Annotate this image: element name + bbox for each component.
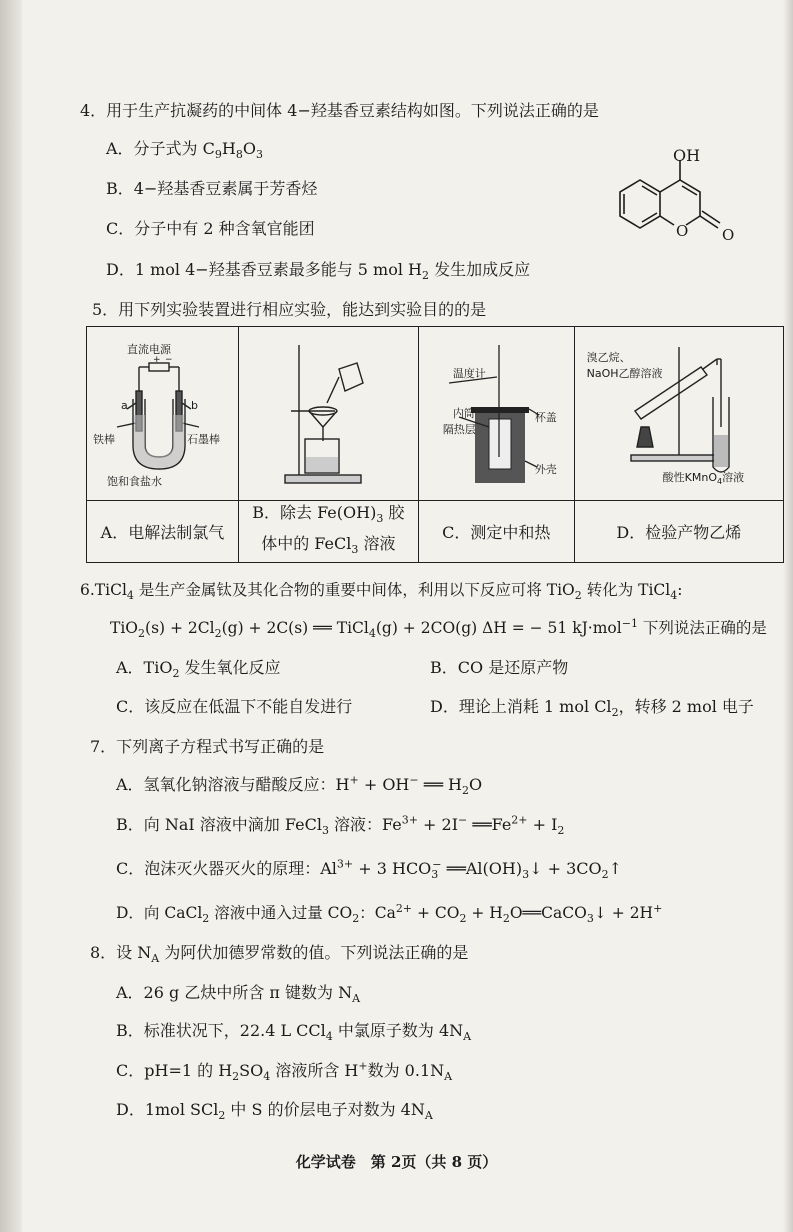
option-c-label: C．测定中和热 (418, 501, 574, 563)
q8-option-a: A．26 g 乙炔中所含 π 键数为 $N_A$ (116, 983, 361, 1006)
q7-option-c: C．泡沫灭火器灭火的原理：$Al^{3+} + 3$ $HCO_3^-$ $══Al(OH)_3↓$ + $3CO_2↑$ (116, 857, 623, 882)
outer-shell-label: 外壳 (534, 463, 557, 476)
oh-label: OH (673, 146, 701, 165)
q7-stem: 7．下列离子方程式书写正确的是 (90, 737, 325, 756)
q6-option-a: A．TiO$_2$ 发生氧化反应 (116, 658, 281, 681)
q6-stem: 6.TiCl$_4$ 是生产金属钛及其化合物的重要中间体，利用以下反应可将 TiO$_2$ 转化为 TiCl$_4$: (80, 581, 683, 603)
inner-cylinder-label: 内筒 (452, 407, 475, 420)
q8-option-c: C．pH=1 的 $H_2SO_4$ 溶液所含 H+数为 $0.1N_A$ (116, 1059, 453, 1084)
ring-oxygen-label: O (676, 222, 689, 240)
electrode-a-label: a (121, 399, 128, 412)
q5-stem: 5．用下列实验装置进行相应实验，能达到实验目的的是 (92, 300, 487, 319)
q7-option-a: A．氢氧化钠溶液与醋酸反应：H+ + OH− ══ $H_2O$ (116, 773, 483, 798)
brine-label: 饱和食盐水 (107, 475, 162, 488)
thermometer-label: 温度计 (452, 367, 486, 380)
cup-lid-label: 杯盖 (534, 411, 557, 424)
q8-stem: 8．设 $N_A$ 为阿伏加德罗常数的值。下列说法正确的是 (90, 943, 469, 966)
electrode-b-label: b (191, 399, 198, 412)
q4-option-a: A．分子式为 $C_9H_8O_3$ (106, 139, 263, 162)
graphite-rod-label: 石墨棒 (187, 433, 220, 446)
q6-option-c: C．该反应在低温下不能自发进行 (116, 697, 353, 716)
carbonyl-oxygen-label: O (722, 226, 735, 244)
q4-option-b: B．4−羟基香豆素属于芳香烃 (106, 179, 318, 198)
page-footer: 化学试卷 第 2页（共 8 页） (295, 1153, 498, 1171)
q6-option-d: D．理论上消耗 1 mol $Cl_2$，转移 2 mol 电子 (430, 697, 754, 720)
iron-rod-label: 铁棒 (93, 433, 115, 446)
q7-option-b: B．向 NaI 溶液中滴加 FeCl$_3$ 溶液：$Fe^{3+} + 2I^-$ $══Fe^{2+} + I_2$ (116, 813, 565, 838)
reagent-label-2: NaOH乙醇溶液 (586, 367, 663, 380)
page-edge-shadow (0, 0, 22, 1232)
plus-sign: + (153, 355, 161, 365)
q7-option-d: D．向 CaCl$_2$ 溶液中通入过量 $CO_2$：$Ca^{2+} + CO_2$ + $H_2O══CaCO_3↓ + 2H^+$ (116, 901, 663, 926)
filtration-apparatus (239, 327, 419, 501)
apparatus-c-cell (418, 327, 574, 501)
apparatus-table (86, 326, 784, 563)
q8-option-b: B．标准状况下，22.4 L CCl$_4$ 中氯原子数为 $4N_A$ (116, 1021, 472, 1044)
option-a-label: A．电解法制氯气 (87, 501, 239, 563)
q4-stem: 4．用于生产抗凝药的中间体 4−羟基香豆素结构如图。下列说法正确的是 (80, 101, 599, 120)
kmno4-label: 酸性KMnO$_4$溶液 (662, 471, 745, 487)
minus-sign: − (165, 355, 173, 365)
q4-option-c: C．分子中有 2 种含氧官能团 (106, 219, 315, 238)
page-edge-shadow-right (783, 0, 793, 1232)
option-b-label: B．除去 $Fe(OH)_3$ 胶 体中的 FeCl$_3$ 溶液 (238, 501, 418, 563)
apparatus-a-cell (87, 327, 239, 501)
insulation-label: 隔热层 (442, 423, 476, 436)
q6-option-b: B．CO 是还原产物 (430, 658, 569, 677)
apparatus-d-cell (574, 327, 783, 501)
apparatus-b-cell (238, 327, 418, 501)
option-d-label: D．检验产物乙烯 (574, 501, 783, 563)
power-label: 直流电源 (127, 343, 171, 356)
q4-option-d: D．1 mol 4−羟基香豆素最多能与 5 mol $H_2$ 发生加成反应 (106, 260, 531, 283)
reagent-label-1: 溴乙烷、 (586, 351, 631, 364)
q8-option-d: D．1mol SCl$_2$ 中 S 的价层电子对数为 $4N_A$ (116, 1100, 433, 1123)
q6-equation: $TiO_2(s) + 2Cl_2(g) + 2C(s)$ ══ TiCl$_4$(g) + 2CO(g) ΔH = − 51 kJ·mol$^{-1}$ 下列说法正确的是 (110, 616, 767, 641)
